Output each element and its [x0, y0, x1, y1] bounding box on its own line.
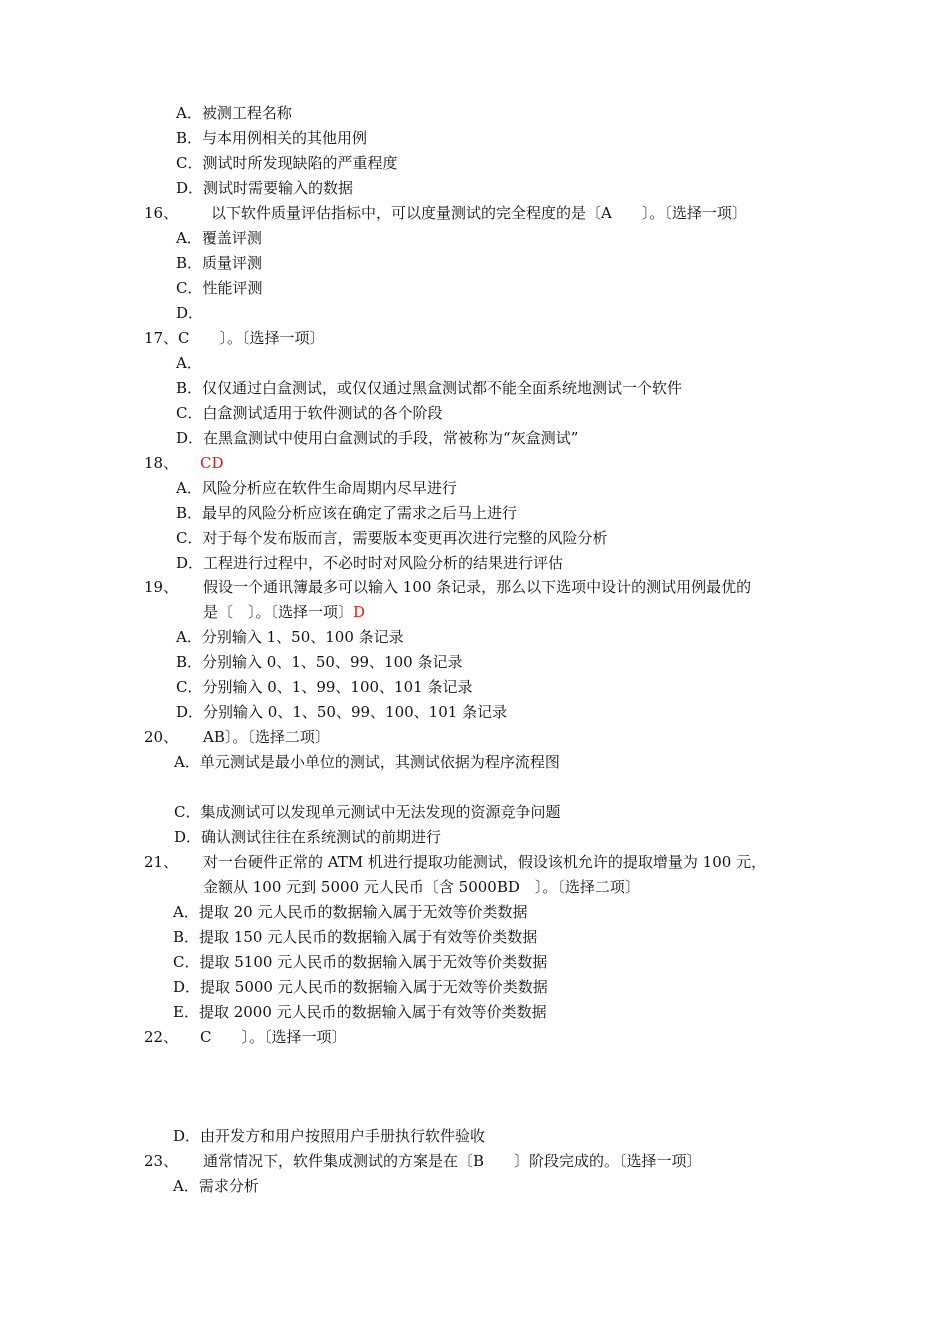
- q17-text: C 〕。〔选择一项〕: [178, 329, 325, 347]
- q15-option-a: A．被测工程名称: [176, 104, 292, 122]
- q19-option-c: C．分别输入 0、1、99、100、101 条记录: [176, 678, 473, 696]
- q23-option-a: A．需求分析: [173, 1177, 259, 1195]
- q16-option-b: B．质量评测: [176, 254, 263, 272]
- q22-number: 22、: [144, 1028, 179, 1046]
- q21-option-a: A．提取 20 元人民币的数据输入属于无效等价类数据: [173, 903, 528, 921]
- q19-option-b: B．分别输入 0、1、50、99、100 条记录: [176, 653, 463, 671]
- q19-answer: D: [353, 603, 366, 621]
- q18-answer: CD: [200, 454, 224, 472]
- q15-option-b: B．与本用例相关的其他用例: [176, 129, 368, 147]
- q16-option-c: C．性能评测: [176, 279, 263, 297]
- q23-number: 23、: [144, 1152, 179, 1170]
- q18-option-d: D．工程进行过程中，不必时时对风险分析的结果进行评估: [176, 554, 564, 572]
- q17-number: 17、: [144, 329, 179, 347]
- q20-number: 20、: [144, 728, 179, 746]
- q16-option-d: D．: [176, 304, 204, 322]
- q21-option-b: B．提取 150 元人民币的数据输入属于有效等价类数据: [173, 928, 538, 946]
- q17-option-b: B．仅仅通过白盒测试，或仅仅通过黑盒测试都不能全面系统地测试一个软件: [176, 379, 683, 397]
- q21-text-line2: 金额从 100 元到 5000 元人民币〔含 5000BD 〕。〔选择二项〕: [203, 878, 640, 896]
- q19-option-d: D．分别输入 0、1、50、99、100、101 条记录: [176, 703, 508, 721]
- q17-option-c: C．白盒测试适用于软件测试的各个阶段: [176, 404, 443, 422]
- q19-number: 19、: [144, 578, 179, 596]
- q15-option-c: C．测试时所发现缺陷的严重程度: [176, 154, 398, 172]
- q20-option-c: C．集成测试可以发现单元测试中无法发现的资源竞争问题: [174, 803, 561, 821]
- q15-option-d: D．测试时需要输入的数据: [176, 179, 354, 197]
- q17-option-d: D．在黑盒测试中使用白盒测试的手段，常被称为“灰盒测试”: [176, 429, 579, 447]
- q16-option-a: A．覆盖评测: [176, 229, 262, 247]
- q18-number: 18、: [144, 454, 179, 472]
- q22-option-d: D．由开发方和用户按照用户手册执行软件验收: [173, 1127, 486, 1145]
- q22-text: C 〕。〔选择一项〕: [200, 1028, 347, 1046]
- q18-option-b: B．最早的风险分析应该在确定了需求之后马上进行: [176, 504, 518, 522]
- q19-text-line2: [203, 602, 365, 622]
- q20-text: AB〕。〔选择二项〕: [203, 728, 330, 746]
- q20-option-d: D．确认测试往往在系统测试的前期进行: [174, 828, 442, 846]
- q16-text: 以下软件质量评估指标中，可以度量测试的完全程度的是〔A 〕。〔选择一项〕: [211, 204, 747, 222]
- q21-option-d: D．提取 5000 元人民币的数据输入属于无效等价类数据: [173, 978, 548, 996]
- q23-text: 通常情况下，软件集成测试的方案是在〔B 〕阶段完成的。〔选择一项〕: [203, 1152, 702, 1170]
- q17-option-a: A．: [176, 354, 202, 372]
- q16-number: 16、: [144, 204, 179, 222]
- q19-option-a: A．分别输入 1、50、100 条记录: [176, 628, 404, 646]
- q21-option-e: E．提取 2000 元人民币的数据输入属于有效等价类数据: [173, 1003, 547, 1021]
- q21-text-line1: 对一台硬件正常的 ATM 机进行提取功能测试，假设该机允许的提取增量为 100 元，: [203, 853, 767, 871]
- q18-option-c: C．对于每个发布版而言，需要版本变更再次进行完整的风险分析: [176, 529, 608, 547]
- q18-option-a: A．风险分析应在软件生命周期内尽早进行: [176, 479, 457, 497]
- q19-text-line1: 假设一个通讯簿最多可以输入 100 条记录，那么以下选项中设计的测试用例最优的: [203, 578, 752, 596]
- q19-text-line2-body: 是〔 〕。〔选择一项〕: [203, 603, 354, 621]
- q21-number: 21、: [144, 853, 179, 871]
- q21-option-c: C．提取 5100 元人民币的数据输入属于无效等价类数据: [173, 953, 548, 971]
- q20-option-a: A．单元测试是最小单位的测试，其测试依据为程序流程图: [174, 753, 560, 771]
